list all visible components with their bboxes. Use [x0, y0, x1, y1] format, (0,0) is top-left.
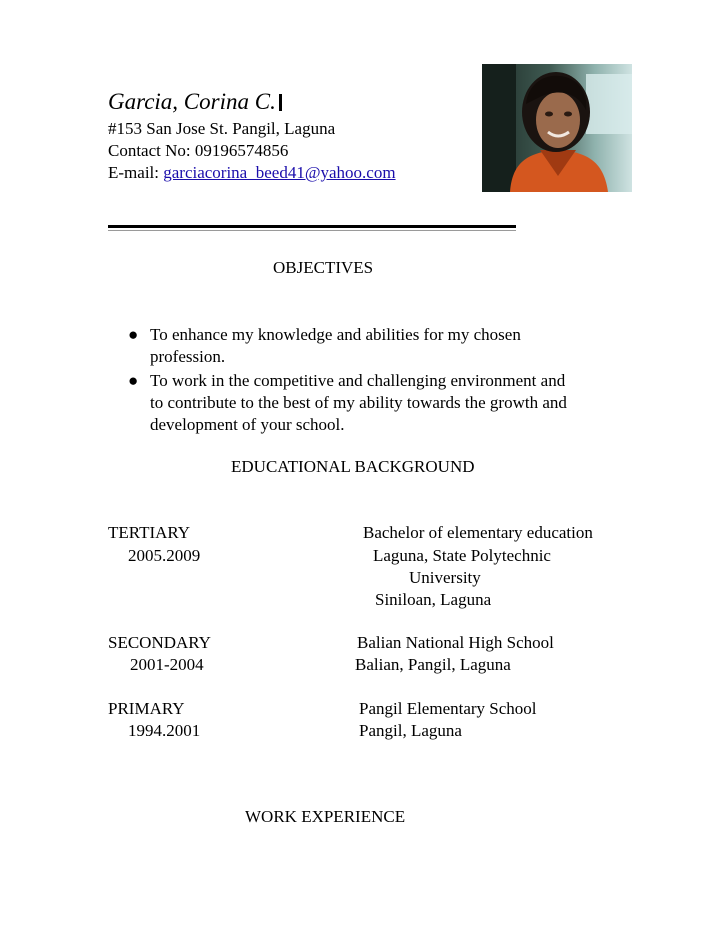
objectives-heading: OBJECTIVES	[273, 258, 374, 277]
portrait-image	[482, 64, 632, 192]
tertiary-school-cont: University	[409, 568, 481, 587]
tertiary-location: Siniloan, Laguna	[375, 590, 492, 609]
secondary-school: Balian National High School	[357, 633, 554, 652]
list-item: ● To work in the competitive and challenging environment and to contribute to the best of my ability towards the growth and development of your school.	[128, 371, 567, 434]
primary-years: 1994.2001	[128, 721, 201, 740]
secondary-level: SECONDARY	[108, 633, 211, 652]
primary-school: Pangil Elementary School	[359, 699, 537, 718]
secondary-location: Balian, Pangil, Laguna	[355, 655, 511, 674]
primary-location: Pangil, Laguna	[359, 721, 462, 740]
bullet-icon: ●	[128, 325, 139, 344]
applicant-name: Garcia, Corina C.	[108, 88, 282, 116]
list-item: ● To enhance my knowledge and abilities for my chosen profession.	[128, 325, 521, 366]
secondary-years: 2001-2004	[130, 655, 204, 674]
contact-number: Contact No: 09196574856	[108, 141, 289, 160]
tertiary-degree: Bachelor of elementary education	[363, 523, 593, 542]
applicant-photo	[482, 64, 632, 192]
email: E-mail: garciacorina_beed41@yahoo.com	[108, 163, 396, 182]
header-divider	[108, 225, 516, 228]
header-divider-shadow	[108, 230, 516, 231]
tertiary-school: Laguna, State Polytechnic	[373, 546, 551, 565]
work-experience-heading: WORK EXPERIENCE	[245, 807, 406, 826]
text-cursor	[279, 94, 282, 111]
bullet-icon: ●	[128, 371, 139, 390]
address: #153 San Jose St. Pangil, Laguna	[108, 119, 336, 138]
primary-level: PRIMARY	[108, 699, 185, 718]
tertiary-years: 2005.2009	[128, 546, 201, 565]
email-link[interactable]: garciacorina_beed41@yahoo.com	[163, 163, 396, 182]
tertiary-level: TERTIARY	[108, 523, 191, 542]
education-heading: EDUCATIONAL BACKGROUND	[231, 457, 475, 476]
